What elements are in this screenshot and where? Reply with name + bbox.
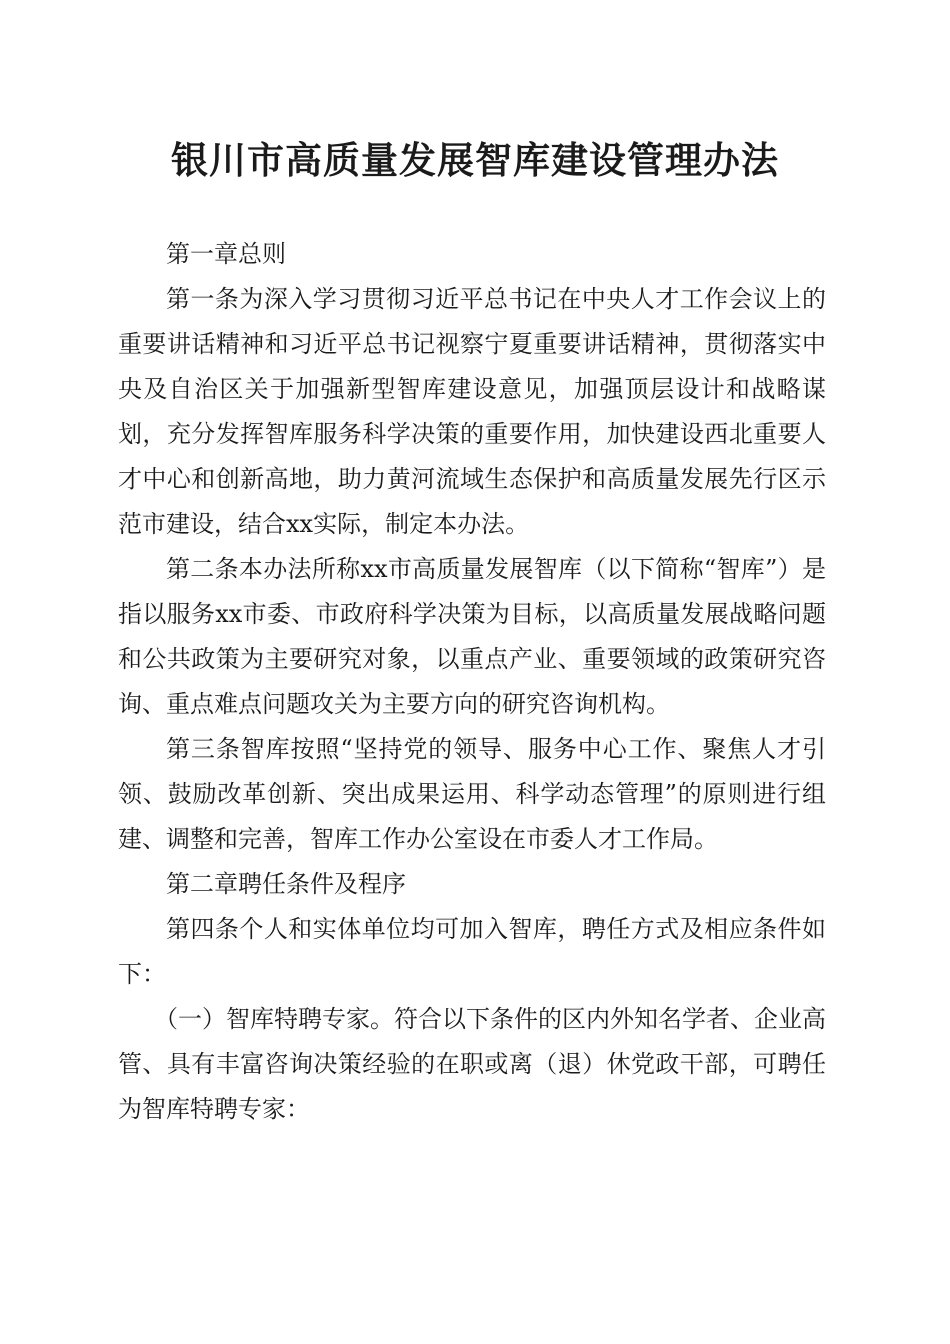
- article-3-paragraph: 第三条智库按照“坚持党的领导、服务中心工作、聚焦人才引领、鼓励改革创新、突出成果运用、科学动态管理”的原则进行组建、调整和完善，智库工作办公室设在市委人才工作局。: [118, 735, 826, 853]
- chapter-1-heading: 第一章总则: [166, 240, 286, 268]
- article-2-paragraph: 第二条本办法所称xx市高质量发展智库（以下简称“智库”）是指以服务xx市委、市政府科学决策为目标，以高质量发展战略问题和公共政策为主要研究对象，以重点产业、重要领域的政策研究咨询、重点难点问题攻关为主要方向的研究咨询机构。: [118, 555, 826, 718]
- article-4-paragraph: 第四条个人和实体单位均可加入智库，聘任方式及相应条件如下：: [118, 915, 826, 988]
- item-1-paragraph: （一）智库特聘专家。符合以下条件的区内外知名学者、企业高管、具有丰富咨询决策经验的在职或离（退）休党政干部，可聘任为智库特聘专家：: [118, 1005, 826, 1123]
- document-body: [118, 232, 826, 1132]
- document-title: 银川市高质量发展智库建设管理办法: [171, 138, 779, 182]
- article-1-paragraph: 第一条为深入学习贯彻习近平总书记在中央人才工作会议上的重要讲话精神和习近平总书记视察宁夏重要讲话精神，贯彻落实中央及自治区关于加强新型智库建设意见，加强顶层设计和战略谋划，充分发挥智库服务科学决策的重要作用，加快建设西北重要人才中心和创新高地，助力黄河流域生态保护和高质量发展先行区示范市建设，结合xx实际，制定本办法。: [118, 285, 826, 538]
- chapter-2-heading: 第二章聘任条件及程序: [166, 870, 406, 898]
